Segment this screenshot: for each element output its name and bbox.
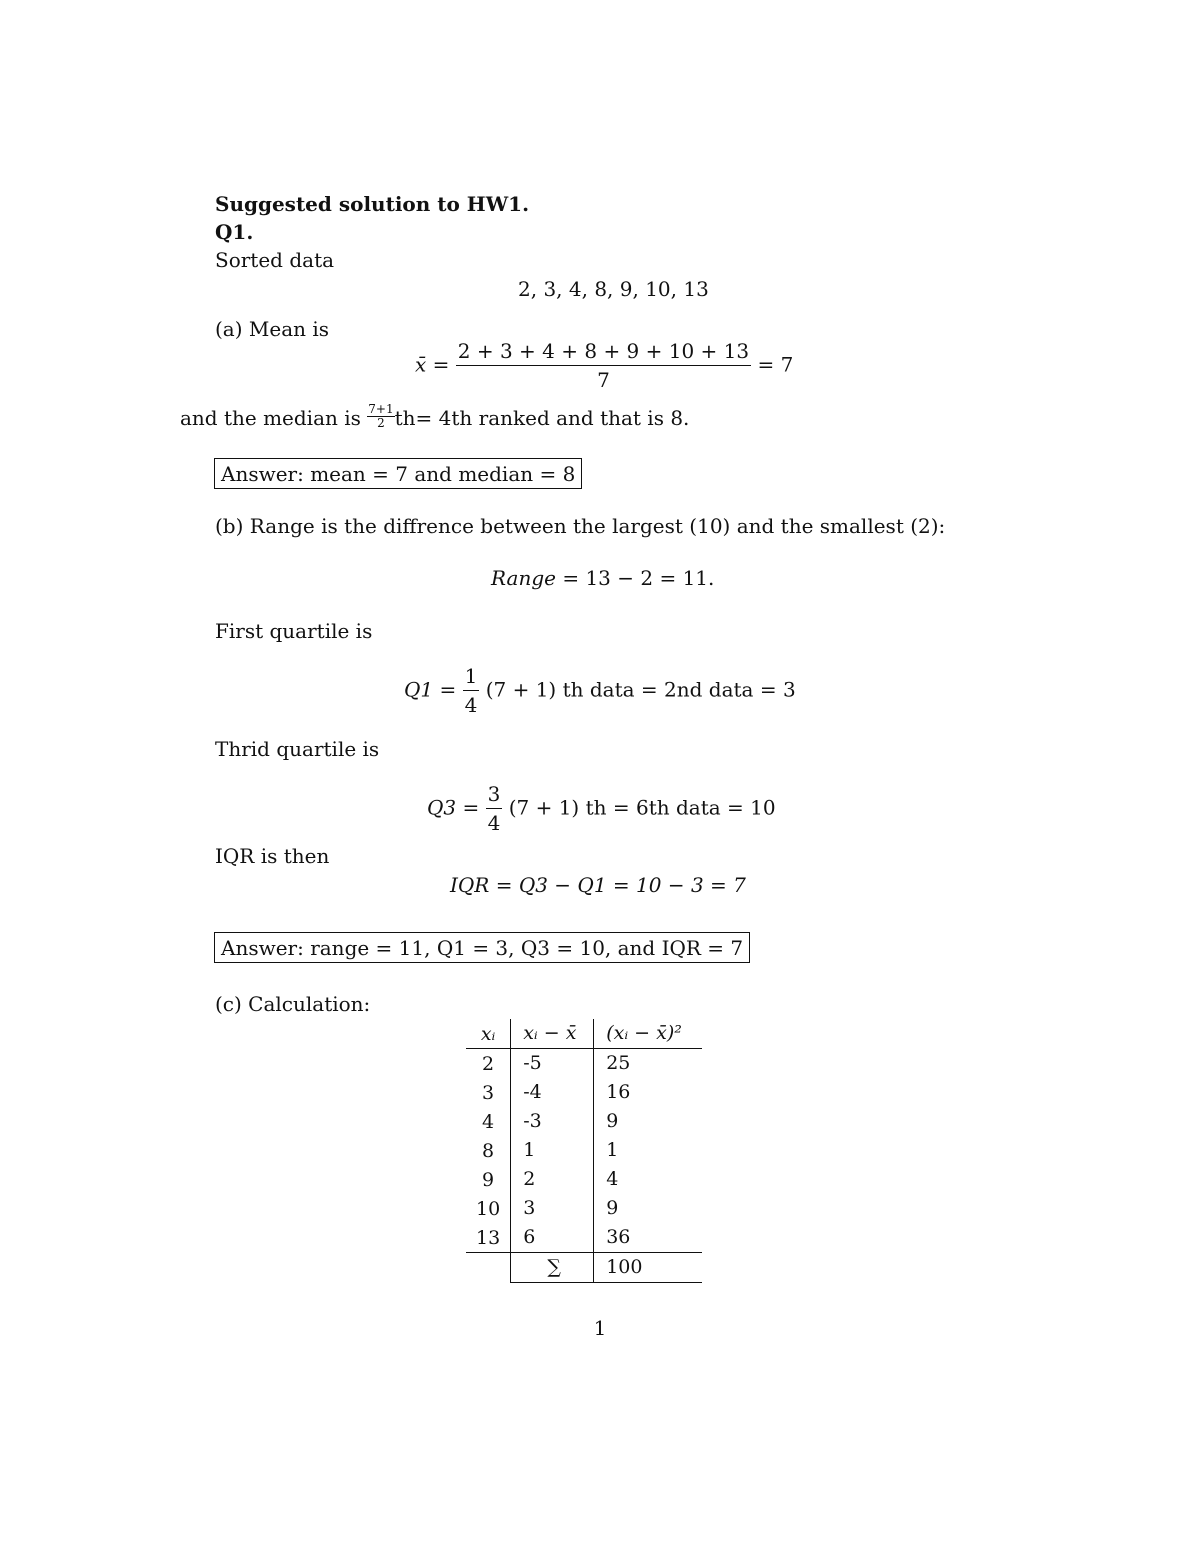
q3-lhs: Q3 = [427, 795, 480, 820]
page-title: Suggested solution to HW1. [215, 192, 530, 216]
mean-rhs: = 7 [757, 352, 794, 377]
part-c-label: (c) Calculation: [215, 992, 371, 1016]
cell-deviation: 3 [511, 1194, 594, 1223]
median-frac-den: 2 [377, 416, 385, 431]
first-quartile-label: First quartile is [215, 619, 373, 643]
header-deviation: xᵢ − x̄ [511, 1019, 594, 1049]
sum-empty-cell [466, 1253, 511, 1283]
third-quartile-label: Thrid quartile is [215, 737, 380, 761]
cell-deviation: -4 [511, 1078, 594, 1107]
cell-deviation: 2 [511, 1165, 594, 1194]
q1-equation [404, 666, 796, 716]
median-line [180, 402, 690, 433]
cell-xi: 9 [482, 1168, 495, 1191]
cell-squared-deviation: 9 [594, 1107, 703, 1136]
sorted-data-label: Sorted data [215, 248, 335, 272]
cell-deviation: -3 [511, 1107, 594, 1136]
answer-box-a: Answer: mean = 7 and median = 8 [214, 458, 582, 489]
cell-xi: 4 [482, 1110, 495, 1133]
header-squared-deviation: (xᵢ − x̄)² [594, 1019, 703, 1049]
part-b-label: (b) Range is the diffrence between the largest (10) and the smallest (2): [215, 514, 946, 538]
sum-symbol: ∑ [511, 1253, 594, 1283]
iqr-label: IQR is then [215, 844, 330, 868]
cell-squared-deviation: 4 [594, 1165, 703, 1194]
table-sum-row [466, 1253, 702, 1283]
table-row [466, 1194, 702, 1223]
q1-fraction [463, 666, 480, 716]
q3-denominator: 4 [487, 811, 501, 835]
q1-rhs: (7 + 1) th data = 2nd data = 3 [485, 677, 796, 702]
table-row [466, 1107, 702, 1136]
page-number: 1 [593, 1316, 607, 1340]
cell-xi: 8 [482, 1139, 495, 1162]
cell-deviation: -5 [511, 1049, 594, 1079]
table-row [466, 1223, 702, 1253]
median-frac-num: 7+1 [368, 402, 394, 416]
median-fraction [367, 403, 394, 430]
cell-xi: 3 [482, 1081, 495, 1104]
sum-value: 100 [594, 1253, 703, 1283]
median-text-pre: and the median is [180, 406, 361, 431]
calculation-table-wrap [466, 1019, 702, 1283]
table-row [466, 1136, 702, 1165]
mean-numerator: 2 + 3 + 4 + 8 + 9 + 10 + 13 [456, 341, 751, 366]
iqr-equation: IQR = Q3 − Q1 = 10 − 3 = 7 [450, 873, 746, 897]
header-xi: xᵢ [466, 1019, 511, 1049]
q3-rhs: (7 + 1) th = 6th data = 10 [508, 795, 776, 820]
cell-squared-deviation: 36 [594, 1223, 703, 1253]
mean-lhs: x̄ = [415, 352, 450, 377]
q1-numerator: 1 [463, 666, 480, 691]
cell-squared-deviation: 1 [594, 1136, 703, 1165]
calculation-table [466, 1019, 702, 1283]
cell-xi: 2 [482, 1052, 495, 1075]
mean-fraction [456, 341, 751, 391]
q1-lhs: Q1 = [404, 677, 457, 702]
range-equation [491, 568, 714, 588]
question-heading: Q1. [215, 220, 254, 244]
cell-deviation: 6 [511, 1223, 594, 1253]
answer-box-b: Answer: range = 11, Q1 = 3, Q3 = 10, and IQR = 7 [214, 932, 750, 963]
cell-squared-deviation: 16 [594, 1078, 703, 1107]
q3-fraction [486, 784, 503, 834]
cell-xi: 13 [466, 1223, 511, 1253]
cell-xi: 10 [476, 1197, 501, 1220]
table-row [466, 1165, 702, 1194]
q3-equation [427, 784, 776, 834]
table-row [466, 1049, 702, 1079]
sorted-data-values: 2, 3, 4, 8, 9, 10, 13 [518, 277, 709, 301]
range-lhs: Range [491, 566, 556, 590]
mean-denominator: 7 [597, 368, 610, 392]
table-row [466, 1078, 702, 1107]
cell-squared-deviation: 9 [594, 1194, 703, 1223]
q3-numerator: 3 [486, 784, 503, 809]
cell-deviation: 1 [511, 1136, 594, 1165]
table-header-row [466, 1019, 702, 1049]
cell-squared-deviation: 25 [594, 1049, 703, 1079]
part-a-label: (a) Mean is [215, 317, 330, 341]
mean-equation [415, 341, 793, 391]
median-text-post: th= 4th ranked and that is 8. [394, 406, 690, 431]
q1-denominator: 4 [464, 693, 478, 717]
range-rhs: = 13 − 2 = 11. [562, 566, 715, 590]
